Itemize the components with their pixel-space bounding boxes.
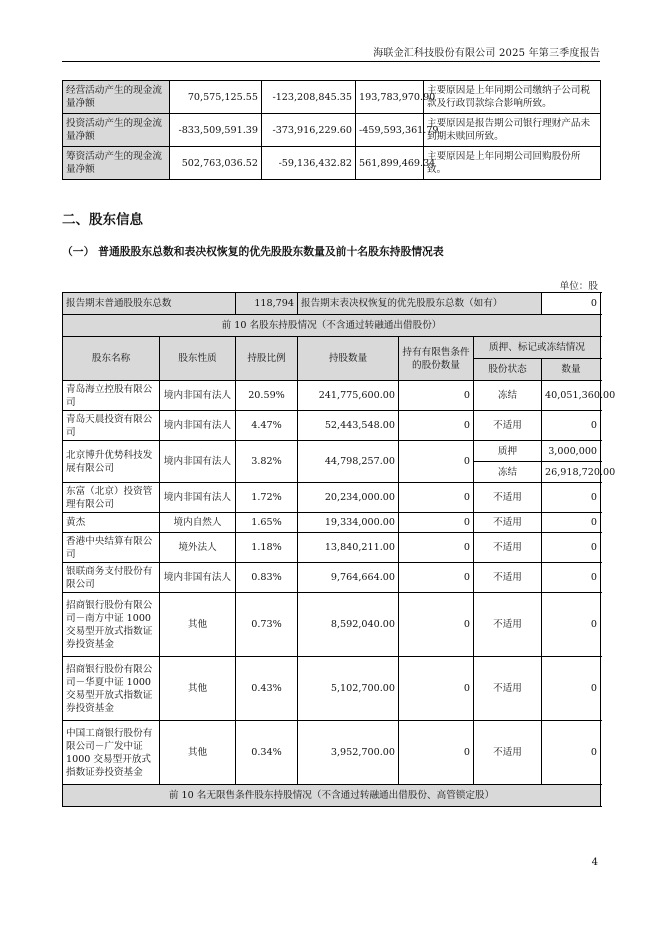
header-rule (62, 61, 600, 62)
col-pledge-group-header: 质押、标记或冻结情况 (474, 337, 601, 359)
col-nature-header: 股东性质 (160, 337, 236, 381)
shareholder-name: 香港中央结算有限公司 (63, 533, 160, 563)
shareholder-row (63, 563, 601, 593)
shareholder-pledge-status: 质押 (474, 441, 542, 462)
shareholder-name: 北京博升优势科技发展有限公司 (63, 441, 160, 483)
shareholder-ratio: 0.34% (236, 721, 298, 785)
shareholder-ratio: 4.47% (236, 411, 298, 441)
shareholder-name: 招商银行股份有限公司－华夏中证 1000 交易型开放式指数证券投资基金 (63, 657, 160, 721)
shareholder-qty: 19,334,000.00 (298, 513, 399, 533)
shareholder-pledge-qty: 0 (542, 563, 601, 593)
pref-holders-label: 报告期末表决权恢复的优先股股东总数（如有） (298, 293, 542, 315)
col-pledge-qty-header: 数量 (542, 359, 601, 381)
section-title: 二、股东信息 (62, 212, 143, 228)
shareholder-pledge-qty: 0 (542, 513, 601, 533)
shareholder-row (63, 411, 601, 441)
shareholder-nature: 境内非国有法人 (160, 441, 236, 483)
cashflow-item: 经营活动产生的现金流量净额 (63, 81, 170, 114)
summary-row (63, 293, 601, 315)
shareholder-restricted: 0 (399, 441, 474, 483)
shareholder-pledge-status: 冻结 (474, 381, 542, 411)
shareholder-pledge-qty: 26,918,720.00 (542, 462, 601, 483)
cashflow-current: 70,575,125.55 (170, 81, 262, 114)
column-header-row-1 (63, 337, 601, 359)
shareholder-restricted: 0 (399, 563, 474, 593)
col-pledge-status-header: 股份状态 (474, 359, 542, 381)
cashflow-row (63, 81, 601, 114)
shareholder-row (63, 657, 601, 721)
cashflow-change: 193,783,970.90 (356, 81, 424, 114)
total-holders-label: 报告期末普通股股东总数 (63, 293, 236, 315)
shareholder-pledge-status: 不适用 (474, 657, 542, 721)
unrestricted-title: 前 10 名无限售条件股东持股情况（不含通过转融通出借股份、高管锁定股） (63, 785, 601, 807)
top10-title: 前 10 名股东持股情况（不含通过转融通出借股份） (63, 315, 601, 337)
shareholder-row (63, 533, 601, 563)
cashflow-current: -833,509,591.39 (170, 114, 262, 147)
shareholder-nature: 境内非国有法人 (160, 381, 236, 411)
shareholder-ratio: 0.83% (236, 563, 298, 593)
shareholder-row (63, 483, 601, 513)
shareholder-table (62, 292, 616, 807)
shareholder-nature: 境内非国有法人 (160, 563, 236, 593)
cashflow-change: -459,593,361.79 (356, 114, 424, 147)
shareholder-row (63, 721, 601, 785)
shareholder-name: 青岛天晨投资有限公司 (63, 411, 160, 441)
cashflow-prior: -59,136,432.82 (262, 147, 356, 180)
shareholder-pledge-qty: 0 (542, 483, 601, 513)
col-name-header: 股东名称 (63, 337, 160, 381)
shareholder-qty: 3,952,700.00 (298, 721, 399, 785)
shareholder-pledge-status: 不适用 (474, 533, 542, 563)
shareholder-row (63, 513, 601, 533)
cashflow-reason: 主要原因是报告期公司银行理财产品未到期未赎回所致。 (424, 114, 601, 147)
shareholder-name: 黄杰 (63, 513, 160, 533)
shareholder-pledge-qty: 3,000,000 (542, 441, 601, 462)
cashflow-row (63, 147, 601, 180)
shareholder-ratio: 3.82% (236, 441, 298, 483)
cashflow-reason: 主要原因是上年同期公司缴纳子公司税款及行政罚款综合影响所致。 (424, 81, 601, 114)
col-restricted-header: 持有有限售条件的股份数量 (399, 337, 474, 381)
shareholder-row (63, 441, 601, 462)
shareholder-row (63, 593, 601, 657)
section-subtitle: （一） 普通股股东总数和表决权恢复的优先股股东数量及前十名股东持股情况表 (62, 245, 444, 258)
shareholder-pledge-qty: 0 (542, 657, 601, 721)
shareholder-nature: 境内非国有法人 (160, 483, 236, 513)
cashflow-table (62, 80, 601, 180)
unit-label: 单位：股 (559, 281, 598, 292)
cashflow-reason: 主要原因是上年同期公司回购股份所致。 (424, 147, 601, 180)
top10-title-row (63, 315, 601, 337)
shareholder-qty: 9,764,664.00 (298, 563, 399, 593)
shareholder-pledge-qty: 40,051,360.00 (542, 381, 601, 411)
bottom-title-row (63, 785, 601, 807)
shareholder-name: 青岛海立控股有限公司 (63, 381, 160, 411)
shareholder-pledge-status: 不适用 (474, 513, 542, 533)
shareholder-qty: 5,102,700.00 (298, 657, 399, 721)
shareholder-pledge-status: 冻结 (474, 462, 542, 483)
shareholder-nature: 其他 (160, 721, 236, 785)
shareholder-nature: 其他 (160, 657, 236, 721)
shareholder-nature: 其他 (160, 593, 236, 657)
col-qty-header: 持股数量 (298, 337, 399, 381)
shareholder-pledge-status: 不适用 (474, 483, 542, 513)
shareholder-pledge-qty: 0 (542, 411, 601, 441)
pref-holders-value: 0 (542, 293, 601, 315)
shareholder-ratio: 1.18% (236, 533, 298, 563)
cashflow-item: 投资活动产生的现金流量净额 (63, 114, 170, 147)
cashflow-row (63, 114, 601, 147)
shareholder-name: 银联商务支付股份有限公司 (63, 563, 160, 593)
shareholder-pledge-qty: 0 (542, 533, 601, 563)
shareholder-qty: 241,775,600.00 (298, 381, 399, 411)
shareholder-ratio: 0.43% (236, 657, 298, 721)
shareholder-restricted: 0 (399, 411, 474, 441)
shareholder-restricted: 0 (399, 513, 474, 533)
shareholder-name: 招商银行股份有限公司－南方中证 1000 交易型开放式指数证券投资基金 (63, 593, 160, 657)
shareholder-restricted: 0 (399, 483, 474, 513)
shareholder-pledge-qty: 0 (542, 593, 601, 657)
shareholder-pledge-status: 不适用 (474, 411, 542, 441)
cashflow-current: 502,763,036.52 (170, 147, 262, 180)
shareholder-row (63, 381, 601, 411)
cashflow-item: 筹资活动产生的现金流量净额 (63, 147, 170, 180)
shareholder-qty: 8,592,040.00 (298, 593, 399, 657)
shareholder-name: 东富（北京）投资管理有限公司 (63, 483, 160, 513)
shareholder-nature: 境外法人 (160, 533, 236, 563)
shareholder-qty: 52,443,548.00 (298, 411, 399, 441)
shareholder-restricted: 0 (399, 721, 474, 785)
cashflow-prior: -373,916,229.60 (262, 114, 356, 147)
shareholder-qty: 20,234,000.00 (298, 483, 399, 513)
shareholder-ratio: 1.72% (236, 483, 298, 513)
shareholder-pledge-qty: 0 (542, 721, 601, 785)
shareholder-restricted: 0 (399, 593, 474, 657)
shareholder-nature: 境内自然人 (160, 513, 236, 533)
page-header: 海联金汇科技股份有限公司 2025 年第三季度报告 (373, 48, 600, 59)
page-number: 4 (591, 857, 598, 868)
shareholder-name: 中国工商银行股份有限公司－广发中证 1000 交易型开放式指数证券投资基金 (63, 721, 160, 785)
shareholder-pledge-status: 不适用 (474, 721, 542, 785)
shareholder-pledge-status: 不适用 (474, 593, 542, 657)
shareholder-ratio: 20.59% (236, 381, 298, 411)
shareholder-pledge-status: 不适用 (474, 563, 542, 593)
shareholder-nature: 境内非国有法人 (160, 411, 236, 441)
shareholder-restricted: 0 (399, 657, 474, 721)
shareholder-restricted: 0 (399, 533, 474, 563)
shareholder-restricted: 0 (399, 381, 474, 411)
shareholder-ratio: 1.65% (236, 513, 298, 533)
cashflow-prior: -123,208,845.35 (262, 81, 356, 114)
cashflow-change: 561,899,469.34 (356, 147, 424, 180)
shareholder-ratio: 0.73% (236, 593, 298, 657)
shareholder-qty: 44,798,257.00 (298, 441, 399, 483)
total-holders-value: 118,794 (236, 293, 298, 315)
col-ratio-header: 持股比例 (236, 337, 298, 381)
shareholder-qty: 13,840,211.00 (298, 533, 399, 563)
